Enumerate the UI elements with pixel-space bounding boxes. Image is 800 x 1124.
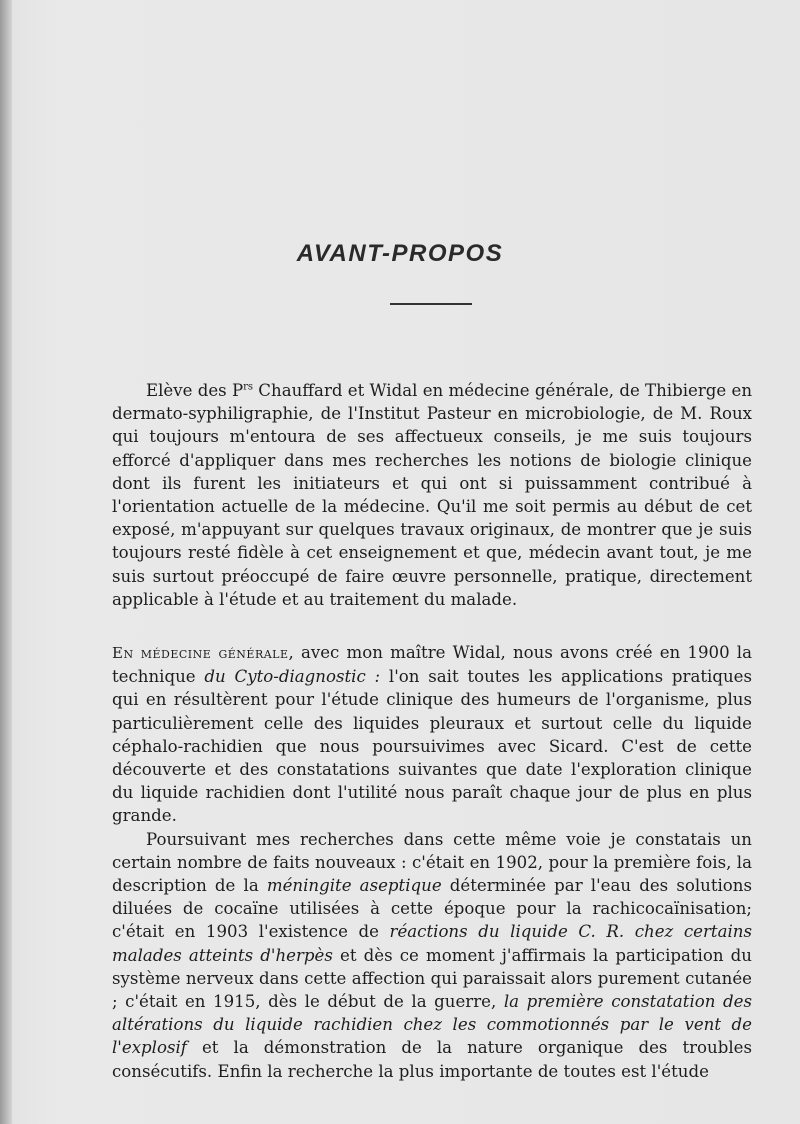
- italic-text: du Cyto-diagnostic :: [204, 667, 381, 687]
- paragraph-3: [112, 828, 752, 1083]
- text-run: l'on sait toutes les applications pratiques qui en résultèrent pour l'étude clinique des humeurs de l'organisme, plus particulièrement celle des liquides pleuraux et surtout celle du liquide céphalo-rachidien que nous poursuivimes avec Sicard. C'est de cette découverte et des constatations suivantes que date l'exploration clinique du liquide rachidien dont l'utilité nous paraît chaque jour de plus en plus grande.: [112, 667, 752, 826]
- text-run: Elève des P: [146, 381, 244, 400]
- paragraph-1: [112, 379, 752, 611]
- page-title: AVANT-PROPOS: [296, 240, 504, 267]
- body-text: [112, 379, 752, 1083]
- text-run: Poursuivant mes recherches dans cette même voie je constatais un certain nombre de faits nouveaux : c'était en 1902, pour la première fois, la description de la: [112, 829, 752, 896]
- italic-text: réactions du liquide C. R. chez certains malades atteints d'herpès: [112, 922, 752, 965]
- page-gutter-shadow: [0, 0, 12, 1124]
- superscript-text: rs: [243, 381, 254, 393]
- italic-text: méningite aseptique: [266, 876, 442, 896]
- text-run: et dès ce moment j'affirmais la participation du système nerveux dans cette affection qui paraissait alors purement cutanée ; c'était en 1915, dès le début de la guerre,: [112, 945, 752, 1012]
- text-run: Chauffard et Widal en médecine générale, de Thibierge en dermato-syphiligraphie, de l'Institut Pasteur en microbiologie, de M. Roux qui toujours m'entoura de ses affectueux conseils, je me suis toujours efforcé d'appliquer dans mes recherches les notions de biologie clinique dont ils furent les initiateurs et qui ont si puissamment contribué à l'orientation actuelle de la médecine. Qu'il me soit permis au début de cet exposé, m'appuyant sur quelques travaux originaux, de montrer que je suis toujours resté fidèle à cet enseignement et que, médecin avant tout, je me suis surtout préoccupé de faire œuvre personnelle, pratique, directement applicable à l'étude et au traitement du malade.: [112, 381, 753, 609]
- paragraph-2: [112, 641, 752, 828]
- text-run: , avec mon maître Widal, nous avons créé en 1900 la technique: [112, 643, 753, 687]
- title-divider: [390, 303, 472, 305]
- text-run: et la démonstration de la nature organique des troubles consécutifs. Enfin la recherche la plus importante de toutes est l'étude: [112, 1038, 752, 1081]
- italic-text: la première constatation des altérations du liquide rachidien chez les commotionnés par le vent de l'explosif: [112, 992, 752, 1058]
- text-run: déterminée par l'eau des solutions diluées de cocaïne utilisées à cette époque pour la rachicocaïnisation; c'était en 1903 l'existence de: [112, 876, 752, 942]
- small-caps-text: En médecine générale: [112, 644, 289, 663]
